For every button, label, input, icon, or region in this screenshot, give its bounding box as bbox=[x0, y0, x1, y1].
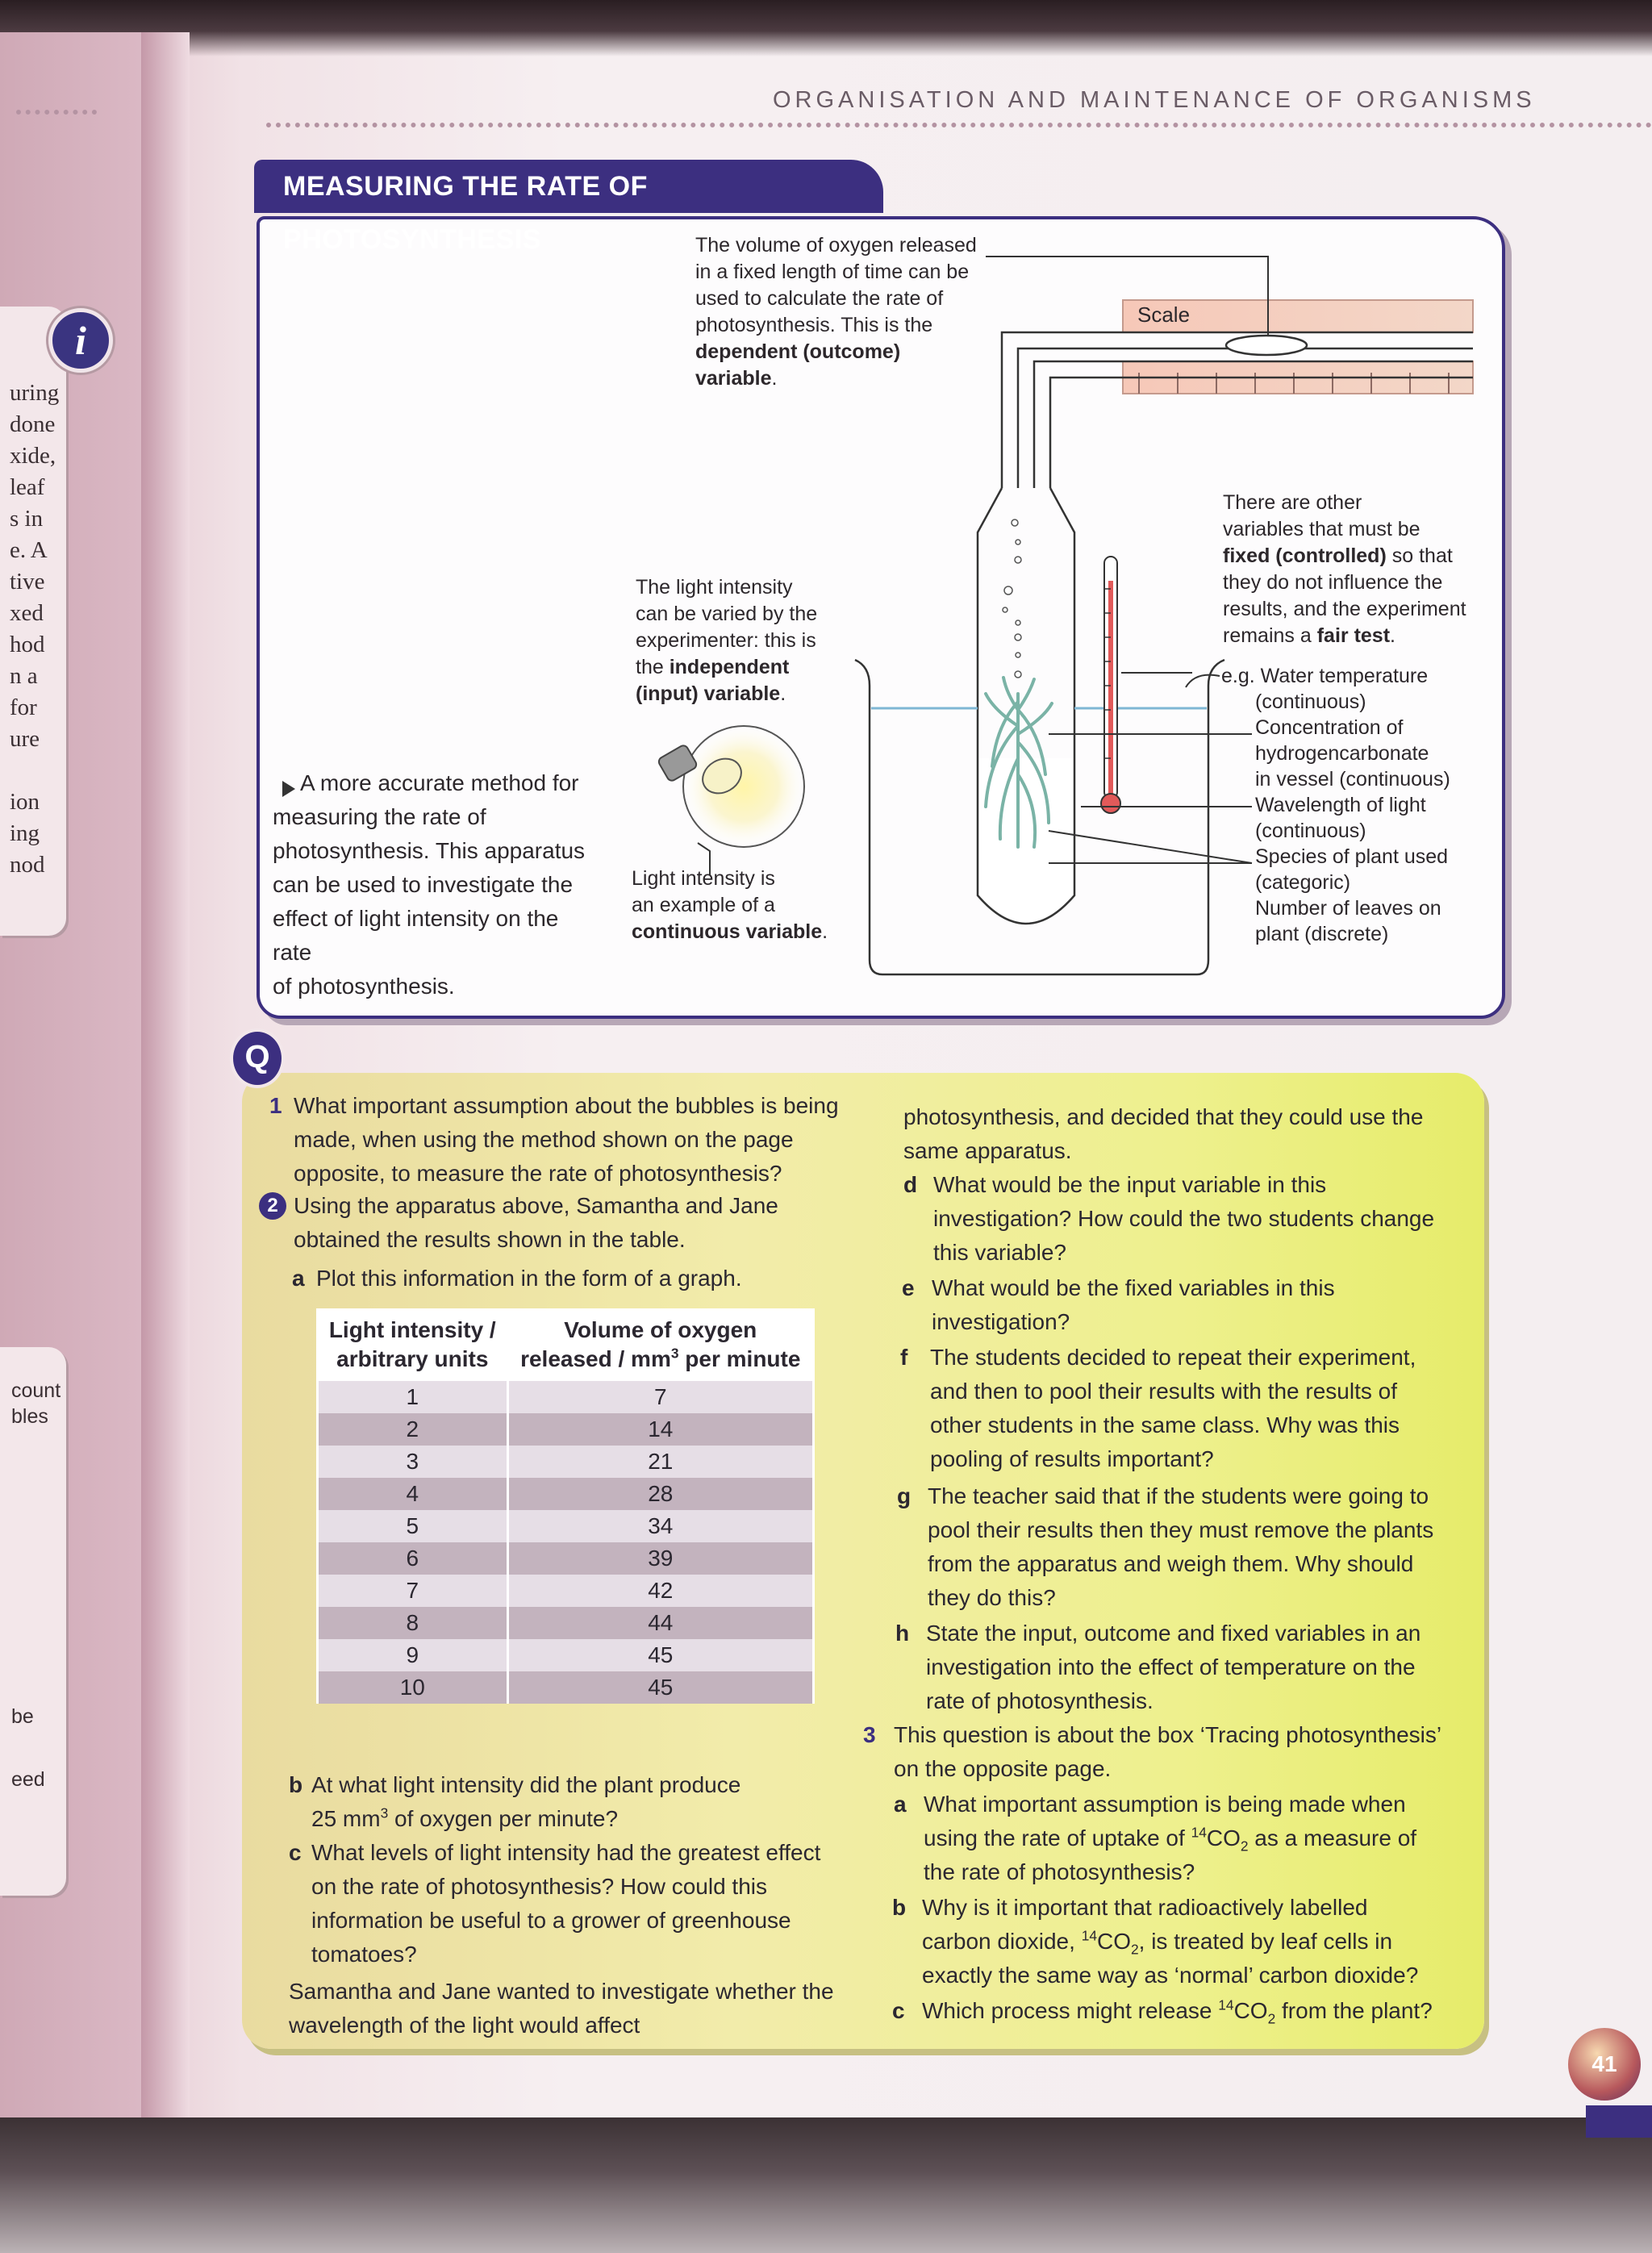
question-line: tomatoes? bbox=[311, 1942, 417, 1967]
left-fragment: uring bbox=[10, 380, 60, 406]
annotation-line: so that bbox=[1391, 544, 1453, 567]
question-3a bbox=[924, 1788, 1480, 1889]
question-letter: c bbox=[892, 1998, 905, 2023]
table-row bbox=[318, 1639, 814, 1671]
question-line: other students in the same class. Why was this bbox=[930, 1412, 1400, 1437]
left-fragment: leaf bbox=[10, 474, 45, 500]
table-header bbox=[507, 1310, 813, 1380]
annotation-line: There are other bbox=[1223, 491, 1362, 514]
question-letter: e bbox=[902, 1275, 915, 1300]
annotation-bold: dependent (outcome) bbox=[695, 340, 901, 363]
question-line: photosynthesis, and decided that they could use the bbox=[903, 1104, 1424, 1129]
left-fragment: done bbox=[10, 411, 56, 437]
table-cell: 1 bbox=[318, 1380, 508, 1414]
table-cell: 4 bbox=[318, 1478, 508, 1510]
question-2g bbox=[928, 1479, 1484, 1615]
question-letter: c bbox=[289, 1840, 302, 1865]
left-fragment: s in bbox=[10, 506, 44, 532]
superscript: 14 bbox=[1191, 1824, 1207, 1841]
table-cell: 34 bbox=[507, 1510, 813, 1542]
annotation-bold: continuous variable bbox=[632, 920, 823, 943]
annotation-line: remains a bbox=[1223, 624, 1312, 647]
header-line: released / mm bbox=[520, 1346, 671, 1371]
annotation-bold: variable bbox=[695, 367, 772, 390]
question-line: Which process might release bbox=[922, 1998, 1219, 2023]
question-line: as a measure of bbox=[1248, 1825, 1417, 1850]
superscript: 14 bbox=[1081, 1927, 1097, 1944]
question-letter: g bbox=[897, 1483, 912, 1508]
table-cell: 42 bbox=[507, 1575, 813, 1607]
list-item: Concentration of bbox=[1255, 716, 1404, 739]
question-line: from the apparatus and weigh them. Why should bbox=[928, 1551, 1414, 1576]
annotation-line: can be varied by the bbox=[636, 603, 818, 625]
subscript: 2 bbox=[1131, 1941, 1139, 1958]
table-row bbox=[318, 1478, 814, 1510]
question-letter: d bbox=[903, 1172, 918, 1197]
question-line: pool their results then they must remove the plants bbox=[928, 1517, 1434, 1542]
list-item: (continuous) bbox=[1255, 820, 1366, 842]
question-line: wavelength of the light would affect bbox=[289, 2013, 640, 2038]
question-1 bbox=[294, 1089, 858, 1191]
list-item: plant (discrete) bbox=[1255, 923, 1389, 945]
bridge-text bbox=[289, 1975, 853, 2042]
annotation-line: The volume of oxygen released bbox=[695, 234, 977, 257]
question-2 bbox=[294, 1189, 858, 1257]
question-2h bbox=[926, 1617, 1483, 1718]
left-fragment: count bbox=[11, 1379, 61, 1402]
question-line: and then to pool their results with the results of bbox=[930, 1379, 1397, 1404]
running-header: ORGANISATION AND MAINTENANCE OF ORGANISMS bbox=[773, 87, 1536, 113]
table-row bbox=[318, 1510, 814, 1542]
left-fragment: nod bbox=[10, 852, 45, 878]
left-fragment: hod bbox=[10, 632, 45, 657]
table-row bbox=[318, 1671, 814, 1704]
table-cell: 45 bbox=[507, 1671, 813, 1704]
annotation-line: Light intensity is bbox=[632, 867, 775, 890]
left-fragment: ure bbox=[10, 726, 40, 752]
table-cell: 2 bbox=[318, 1413, 508, 1446]
left-fragment: be bbox=[11, 1705, 34, 1728]
question-line: information be useful to a grower of greenhouse bbox=[311, 1908, 791, 1933]
thermometer bbox=[1101, 557, 1120, 813]
annotation-line: photosynthesis. This is the bbox=[695, 314, 933, 336]
annotation-line: they do not influence the bbox=[1223, 571, 1443, 594]
question-line: investigation? bbox=[932, 1309, 1070, 1334]
question-letter: b bbox=[289, 1772, 303, 1797]
table-cell: 7 bbox=[507, 1380, 813, 1414]
list-item: Number of leaves on bbox=[1255, 897, 1441, 920]
question-line: using the rate of uptake of bbox=[924, 1825, 1191, 1850]
question-line: This question is about the box ‘Tracing photosynthesis’ bbox=[894, 1722, 1442, 1747]
question-line: Why is it important that radioactively labelled bbox=[922, 1895, 1368, 1920]
left-fragment: e. A bbox=[10, 537, 48, 563]
oxygen-bubbles bbox=[1003, 519, 1021, 678]
superscript: 14 bbox=[1218, 1996, 1234, 2013]
continuous-variable-annotation: Light intensity is an example of a continuous variable. bbox=[632, 866, 841, 945]
table-row bbox=[318, 1607, 814, 1639]
bridge-text-continued bbox=[903, 1100, 1468, 1168]
dependent-variable-annotation: The volume of oxygen released in a fixed length of time can be used to calculate the rate of photosynthesis. This is the dependent (outcome) variable. bbox=[695, 232, 986, 392]
header-line: Light intensity / bbox=[328, 1317, 496, 1342]
question-2d bbox=[933, 1168, 1482, 1270]
question-line: they do this? bbox=[928, 1585, 1056, 1610]
table-row bbox=[318, 1446, 814, 1478]
question-3c bbox=[922, 1994, 1487, 2028]
caption-line: of photosynthesis. bbox=[273, 974, 455, 999]
question-2b bbox=[311, 1768, 860, 1836]
bottom-shadow bbox=[0, 2117, 1652, 2253]
question-line: Using the apparatus above, Samantha and Jane bbox=[294, 1193, 778, 1218]
question-line: , is treated by leaf cells in bbox=[1138, 1929, 1393, 1954]
question-2a: Plot this information in the form of a graph. bbox=[316, 1266, 742, 1291]
page-number: 41 bbox=[1565, 2025, 1644, 2104]
scale-label: Scale bbox=[1137, 302, 1191, 327]
caption-line: effect of light intensity on the rate bbox=[273, 906, 559, 965]
table-header bbox=[318, 1310, 508, 1380]
table-cell: 7 bbox=[318, 1575, 508, 1607]
table-cell: 3 bbox=[318, 1446, 508, 1478]
left-fragment: for bbox=[10, 695, 37, 720]
question-number: 1 bbox=[269, 1093, 282, 1118]
annotation-line: used to calculate the rate of bbox=[695, 287, 944, 310]
question-line: 25 mm bbox=[311, 1806, 381, 1831]
question-3b bbox=[922, 1891, 1487, 1992]
annotation-line: in a fixed length of time can be bbox=[695, 261, 970, 283]
table-cell: 6 bbox=[318, 1542, 508, 1575]
table-cell: 39 bbox=[507, 1542, 813, 1575]
fixed-variable-list bbox=[1221, 663, 1487, 947]
question-3 bbox=[894, 1718, 1483, 1786]
question-line: of oxygen per minute? bbox=[388, 1806, 619, 1831]
question-line: State the input, outcome and fixed variables in an bbox=[926, 1621, 1421, 1646]
list-item: (continuous) bbox=[1255, 691, 1366, 713]
question-number: 3 bbox=[863, 1722, 876, 1747]
table-cell: 8 bbox=[318, 1607, 508, 1639]
question-line: investigation into the effect of temperature on the bbox=[926, 1654, 1416, 1679]
question-line: same apparatus. bbox=[903, 1138, 1072, 1163]
left-fragment: xed bbox=[10, 600, 44, 626]
subscript: 2 bbox=[1267, 2010, 1276, 2027]
subscript: 2 bbox=[1240, 1838, 1249, 1855]
left-fragment: n a bbox=[10, 663, 38, 689]
header-line: Volume of oxygen bbox=[564, 1317, 757, 1342]
question-2f bbox=[930, 1341, 1487, 1476]
table-header-row bbox=[318, 1310, 814, 1380]
fixed-variable-annotation: There are other variables that must be fixed (controlled) so that they do not influence the results, and the experiment remains a fair test. bbox=[1223, 490, 1489, 649]
annotation-bold: fair test bbox=[1316, 624, 1391, 647]
question-line: opposite, to measure the rate of photosynthesis? bbox=[294, 1161, 782, 1186]
question-number: 2 bbox=[259, 1192, 286, 1220]
left-fragment: xide, bbox=[10, 443, 56, 469]
figure-caption bbox=[273, 766, 587, 1003]
table-row bbox=[318, 1542, 814, 1575]
list-item: in vessel (continuous) bbox=[1255, 768, 1450, 791]
question-line: obtained the results shown in the table. bbox=[294, 1227, 686, 1252]
results-table bbox=[316, 1308, 815, 1704]
question-line: made, when using the method shown on the page bbox=[294, 1127, 794, 1152]
question-line: What important assumption is being made when bbox=[924, 1792, 1406, 1817]
question-line: CO bbox=[1233, 1998, 1268, 2023]
annotation-line: results, and the experiment bbox=[1223, 598, 1466, 620]
question-line: At what light intensity did the plant produce bbox=[311, 1772, 741, 1797]
question-line: carbon dioxide, bbox=[922, 1929, 1082, 1954]
test-tube bbox=[978, 758, 1074, 924]
question-line: from the plant? bbox=[1275, 1998, 1433, 2023]
question-line: on the rate of photosynthesis? How could this bbox=[311, 1874, 768, 1899]
left-fragment: ing bbox=[10, 820, 40, 846]
table-row bbox=[318, 1413, 814, 1446]
question-line: exactly the same way as ‘normal’ carbon dioxide? bbox=[922, 1963, 1419, 1988]
annotation-bold: (input) variable bbox=[636, 682, 781, 705]
question-line: investigation? How could the two students change bbox=[933, 1206, 1435, 1231]
table-row bbox=[318, 1575, 814, 1607]
question-line: What levels of light intensity had the greatest effect bbox=[311, 1840, 821, 1865]
question-line: CO bbox=[1097, 1929, 1131, 1954]
table-cell: 9 bbox=[318, 1639, 508, 1671]
question-line: The teacher said that if the students were going to bbox=[928, 1483, 1429, 1508]
caption-line: measuring the rate of bbox=[273, 804, 486, 829]
left-fragment: ion bbox=[10, 789, 40, 815]
question-line: the rate of photosynthesis? bbox=[924, 1859, 1195, 1884]
annotation-line: variables that must be bbox=[1223, 518, 1420, 540]
light-glow bbox=[681, 724, 807, 849]
left-fragment: eed bbox=[11, 1768, 45, 1791]
question-line: What would be the fixed variables in this bbox=[932, 1275, 1335, 1300]
question-letter: f bbox=[900, 1345, 908, 1370]
left-fragment: bles bbox=[11, 1405, 48, 1428]
question-line: this variable? bbox=[933, 1240, 1066, 1265]
question-line: rate of photosynthesis. bbox=[926, 1688, 1153, 1713]
superscript: 3 bbox=[380, 1804, 389, 1821]
list-item: hydrogencarbonate bbox=[1255, 742, 1429, 765]
annotation-line: experimenter: this is bbox=[636, 629, 816, 652]
list-item: Wavelength of light bbox=[1255, 794, 1426, 816]
table-row bbox=[318, 1380, 814, 1414]
question-2e bbox=[932, 1271, 1480, 1339]
table-cell: 21 bbox=[507, 1446, 813, 1478]
caption-line: photosynthesis. This apparatus bbox=[273, 838, 586, 863]
header-line: per minute bbox=[678, 1346, 801, 1371]
question-letter: b bbox=[892, 1895, 907, 1920]
superscript: 3 bbox=[670, 1345, 679, 1362]
table-cell: 14 bbox=[507, 1413, 813, 1446]
table-cell: 28 bbox=[507, 1478, 813, 1510]
question-line: CO bbox=[1206, 1825, 1241, 1850]
page-edge-strip bbox=[1586, 2105, 1652, 2138]
question-line: What important assumption about the bubbles is being bbox=[294, 1093, 839, 1118]
question-badge: Q bbox=[230, 1028, 285, 1088]
table-cell: 10 bbox=[318, 1671, 508, 1704]
question-2c bbox=[311, 1836, 860, 1971]
question-line: The students decided to repeat their experiment, bbox=[930, 1345, 1416, 1370]
annotation-bold: fixed (controlled) bbox=[1223, 544, 1387, 567]
table-cell: 45 bbox=[507, 1639, 813, 1671]
annotation-line: The light intensity bbox=[636, 576, 793, 599]
question-letter: a bbox=[292, 1266, 305, 1291]
list-item: (categoric) bbox=[1255, 871, 1351, 894]
independent-variable-annotation: The light intensity can be varied by the experimenter: this is the independent (input) variable. bbox=[636, 574, 845, 707]
list-item: e.g. Water temperature bbox=[1221, 665, 1429, 687]
header-line: arbitrary units bbox=[336, 1346, 489, 1371]
question-line: What would be the input variable in this bbox=[933, 1172, 1327, 1197]
question-line: pooling of results important? bbox=[930, 1446, 1214, 1471]
info-icon: i bbox=[48, 308, 113, 373]
table-cell: 5 bbox=[318, 1510, 508, 1542]
caption-line: can be used to investigate the bbox=[273, 872, 574, 897]
question-line: on the opposite page. bbox=[894, 1756, 1112, 1781]
annotation-bold: independent bbox=[669, 656, 790, 678]
table-cell: 44 bbox=[507, 1607, 813, 1639]
air-bubble bbox=[1226, 336, 1307, 355]
list-item: Species of plant used bbox=[1255, 845, 1449, 868]
left-fragment: tive bbox=[10, 569, 45, 595]
annotation-line: an example of a bbox=[632, 894, 775, 916]
question-line: Samantha and Jane wanted to investigate whether the bbox=[289, 1979, 834, 2004]
question-letter: a bbox=[894, 1792, 907, 1817]
caption-line: A more accurate method for bbox=[300, 770, 579, 795]
section-title: MEASURING THE RATE OF PHOTOSYNTHESIS bbox=[254, 160, 883, 213]
capillary-tube bbox=[1002, 332, 1473, 488]
question-letter: h bbox=[895, 1621, 910, 1646]
annotation-line: the bbox=[636, 656, 664, 678]
